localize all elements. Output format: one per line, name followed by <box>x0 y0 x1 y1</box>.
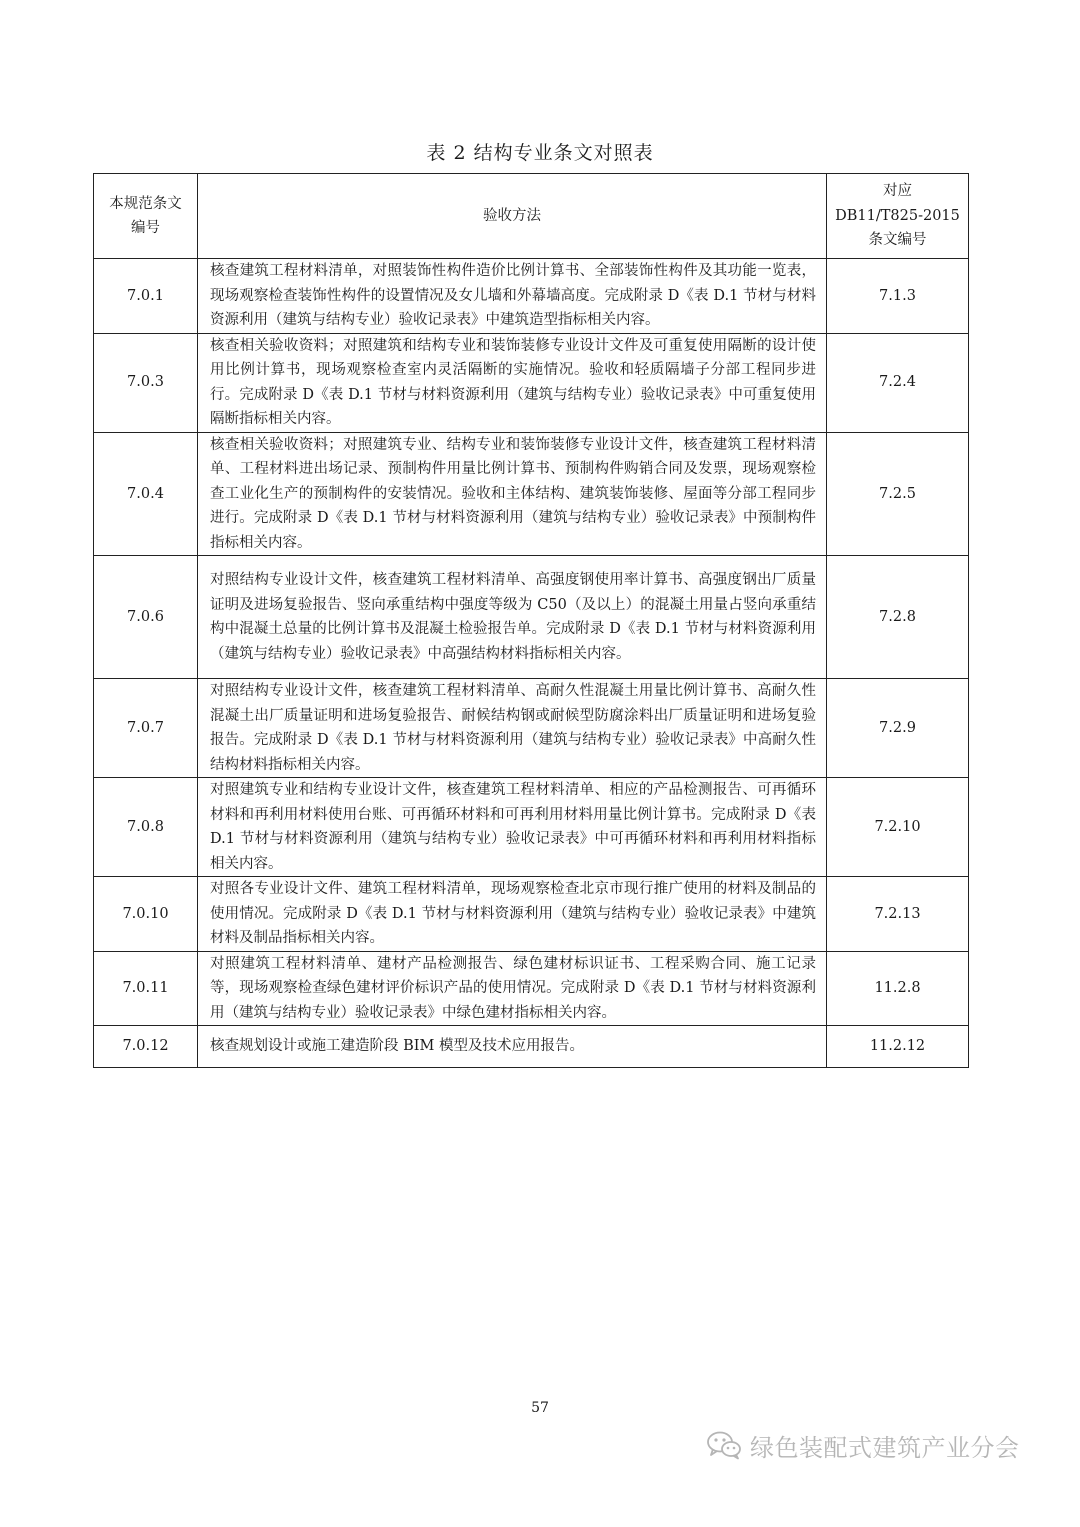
row-ref: 7.2.13 <box>827 877 969 952</box>
header-ref-line2: DB11/T825-2015 <box>835 207 960 224</box>
clause-comparison-table <box>93 173 969 1068</box>
row-ref: 7.2.5 <box>827 432 969 556</box>
row-method: 核查相关验收资料；对照建筑和结构专业和装饰装修专业设计文件及可重复使用隔断的设计使用比例计算书，现场观察检查室内灵活隔断的实施情况。验收和轻质隔墙子分部工程同步进行。完成附录 D《表 D.1 节材与材料资源利用（建筑与结构专业）验收记录表》中可重复使用隔断指标相关内容。 <box>198 333 827 432</box>
table-row <box>94 877 969 952</box>
header-method: 验收方法 <box>198 174 827 259</box>
row-code: 7.0.11 <box>94 951 198 1026</box>
table-row <box>94 259 969 334</box>
header-ref-line3: 条文编号 <box>868 232 927 249</box>
table-row <box>94 679 969 778</box>
row-code: 7.0.7 <box>94 679 198 778</box>
row-ref: 7.2.8 <box>827 556 969 679</box>
row-method: 核查相关验收资料；对照建筑专业、结构专业和装饰装修专业设计文件，核查建筑工程材料清单、工程材料进出场记录、预制构件用量比例计算书、预制构件购销合同及发票，现场观察检查工业化生产的预制构件的安装情况。验收和主体结构、建筑装饰装修、屋面等分部工程同步进行。完成附录 D《表 D.1 节材与材料资源利用（建筑与结构专业）验收记录表》中预制构件指标相关内容。 <box>198 432 827 556</box>
row-method: 核查建筑工程材料清单，对照装饰性构件造价比例计算书、全部装饰性构件及其功能一览表，现场观察检查装饰性构件的设置情况及女儿墙和外幕墙高度。完成附录 D《表 D.1 节材与材料资源利用（建筑与结构专业）验收记录表》中建筑造型指标相关内容。 <box>198 259 827 334</box>
row-method: 对照建筑专业和结构专业设计文件，核查建筑工程材料清单、相应的产品检测报告、可再循环材料和再利用材料使用台账、可再循环材料和可再利用材料用量比例计算书。完成附录 D《表 D.1 节材与材料资源利用（建筑与结构专业）验收记录表》中可再循环材料和再利用材料指标相关内容。 <box>198 778 827 877</box>
row-method: 对照结构专业设计文件，核查建筑工程材料清单、高强度钢使用率计算书、高强度钢出厂质量证明及进场复验报告、竖向承重结构中强度等级为 C50（及以上）的混凝土用量占竖向承重结构中混凝土总量的比例计算书及混凝土检验报告单。完成附录 D《表 D.1 节材与材料资源利用（建筑与结构专业）验收记录表》中高强结构材料指标相关内容。 <box>198 556 827 679</box>
row-ref: 7.2.10 <box>827 778 969 877</box>
table-row <box>94 556 969 679</box>
row-code: 7.0.4 <box>94 432 198 556</box>
table-row <box>94 778 969 877</box>
header-code: 本规范条文编号 <box>94 174 198 259</box>
row-code: 7.0.3 <box>94 333 198 432</box>
table-row <box>94 333 969 432</box>
row-code: 7.0.10 <box>94 877 198 952</box>
header-ref <box>827 174 969 259</box>
watermark <box>706 1427 1020 1463</box>
row-ref: 7.1.3 <box>827 259 969 334</box>
table-header-row <box>94 174 969 259</box>
table-caption: 表 2 结构专业条文对照表 <box>426 142 654 164</box>
row-code: 7.0.12 <box>94 1026 198 1068</box>
header-ref-line1: 对应 <box>883 183 912 200</box>
row-code: 7.0.1 <box>94 259 198 334</box>
table-row <box>94 951 969 1026</box>
row-method: 核查规划设计或施工建造阶段 BIM 模型及技术应用报告。 <box>198 1026 827 1068</box>
row-code: 7.0.6 <box>94 556 198 679</box>
page-number: 57 <box>531 1400 549 1416</box>
row-ref: 11.2.12 <box>827 1026 969 1068</box>
table-row <box>94 1026 969 1068</box>
wechat-icon <box>706 1430 742 1460</box>
table-row <box>94 432 969 556</box>
row-method: 对照建筑工程材料清单、建材产品检测报告、绿色建材标识证书、工程采购合同、施工记录等，现场观察检查绿色建材评价标识产品的使用情况。完成附录 D《表 D.1 节材与材料资源利用（建筑与结构专业）验收记录表》中绿色建材指标相关内容。 <box>198 951 827 1026</box>
row-method: 对照各专业设计文件、建筑工程材料清单，现场观察检查北京市现行推广使用的材料及制品的使用情况。完成附录 D《表 D.1 节材与材料资源利用（建筑与结构专业）验收记录表》中建筑材料及制品指标相关内容。 <box>198 877 827 952</box>
row-ref: 7.2.4 <box>827 333 969 432</box>
row-ref: 11.2.8 <box>827 951 969 1026</box>
watermark-text: 绿色装配式建筑产业分会 <box>750 1433 1020 1462</box>
row-ref: 7.2.9 <box>827 679 969 778</box>
row-code: 7.0.8 <box>94 778 198 877</box>
row-method: 对照结构专业设计文件，核查建筑工程材料清单、高耐久性混凝土用量比例计算书、高耐久性混凝土出厂质量证明和进场复验报告、耐候结构钢或耐候型防腐涂料出厂质量证明和进场复验报告。完成附录 D《表 D.1 节材与材料资源利用（建筑与结构专业）验收记录表》中高耐久性结构材料指标相关内容。 <box>198 679 827 778</box>
